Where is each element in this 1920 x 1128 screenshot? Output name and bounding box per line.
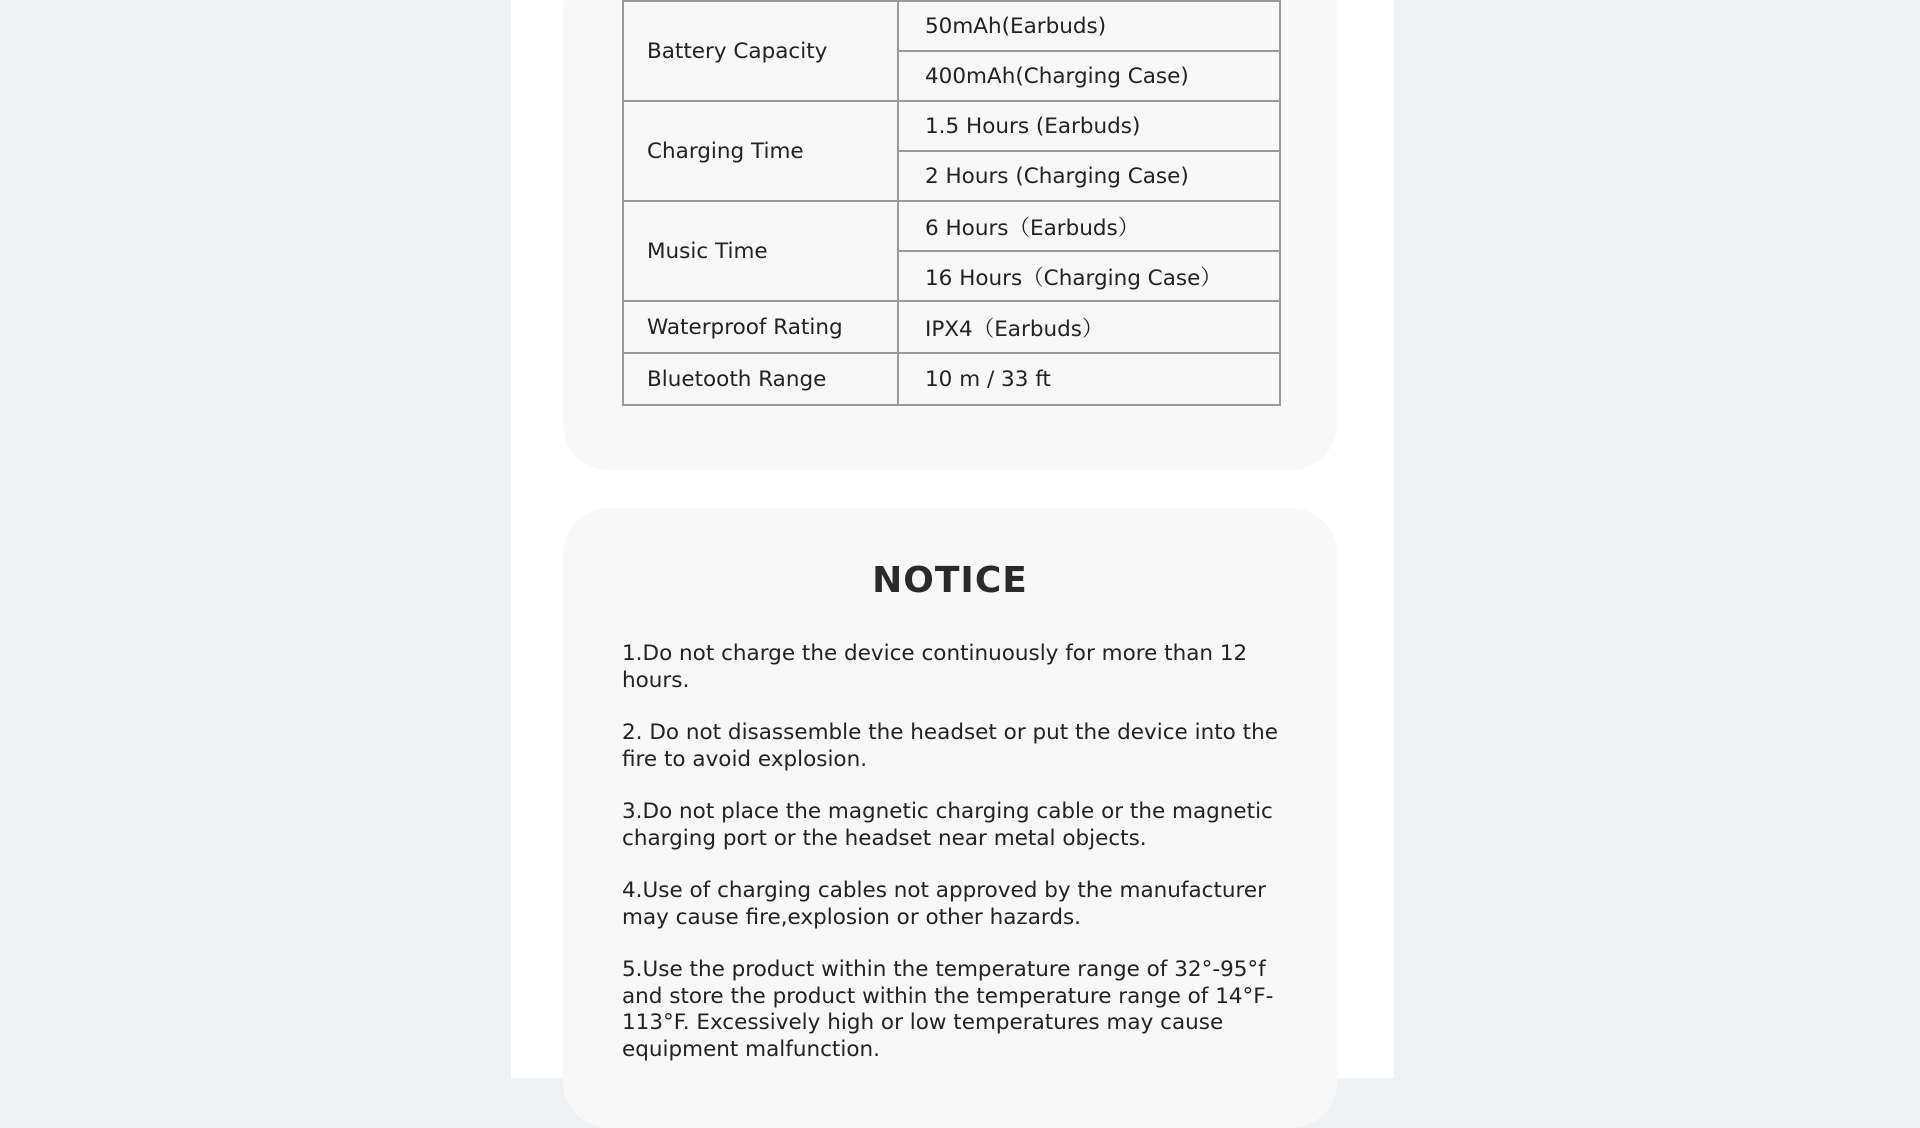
- spec-value: 50mAh(Earbuds): [898, 1, 1280, 51]
- page-column: [511, 0, 1394, 1078]
- spec-value: 10 m / 33 ft: [898, 353, 1280, 405]
- list-item: 2. Do not disassemble the headset or put the device into the fire to avoid explosion.: [622, 720, 1278, 772]
- notice-title: NOTICE: [872, 560, 1028, 601]
- spec-label: Music Time: [623, 201, 898, 301]
- table-row: [623, 101, 1280, 151]
- list-item: 4.Use of charging cables not approved by the manufacturer may cause fire,explosion or other hazards.: [622, 878, 1266, 930]
- list-item: 3.Do not place the magnetic charging cable or the magnetic charging port or the headset near metal objects.: [622, 799, 1273, 851]
- specifications-table: [622, 0, 1281, 406]
- table-row: [623, 201, 1280, 251]
- spec-label: Bluetooth Range: [623, 353, 898, 405]
- spec-value: 1.5 Hours (Earbuds): [898, 101, 1280, 151]
- spec-label: Waterproof Rating: [623, 301, 898, 353]
- spec-value: 16 Hours（Charging Case）: [898, 251, 1280, 301]
- spec-value: IPX4（Earbuds）: [898, 301, 1280, 353]
- notice-card: [563, 508, 1337, 1128]
- spec-value: 400mAh(Charging Case): [898, 51, 1280, 101]
- specifications-card: [563, 0, 1337, 470]
- spec-label: Battery Capacity: [623, 1, 898, 101]
- list-item: 5.Use the product within the temperature range of 32°-95°f and store the product within the temperature range of 14°F-113°F. Excessively high or low temperatures may cause equipment malfunction.: [622, 957, 1274, 1062]
- table-row: [623, 301, 1280, 353]
- spec-value: 6 Hours（Earbuds）: [898, 201, 1280, 251]
- table-row: [623, 353, 1280, 405]
- notice-list: [622, 641, 1302, 1089]
- list-item: 1.Do not charge the device continuously for more than 12 hours.: [622, 641, 1248, 693]
- spec-value: 2 Hours (Charging Case): [898, 151, 1280, 201]
- table-row: [623, 1, 1280, 51]
- spec-label: Charging Time: [623, 101, 898, 201]
